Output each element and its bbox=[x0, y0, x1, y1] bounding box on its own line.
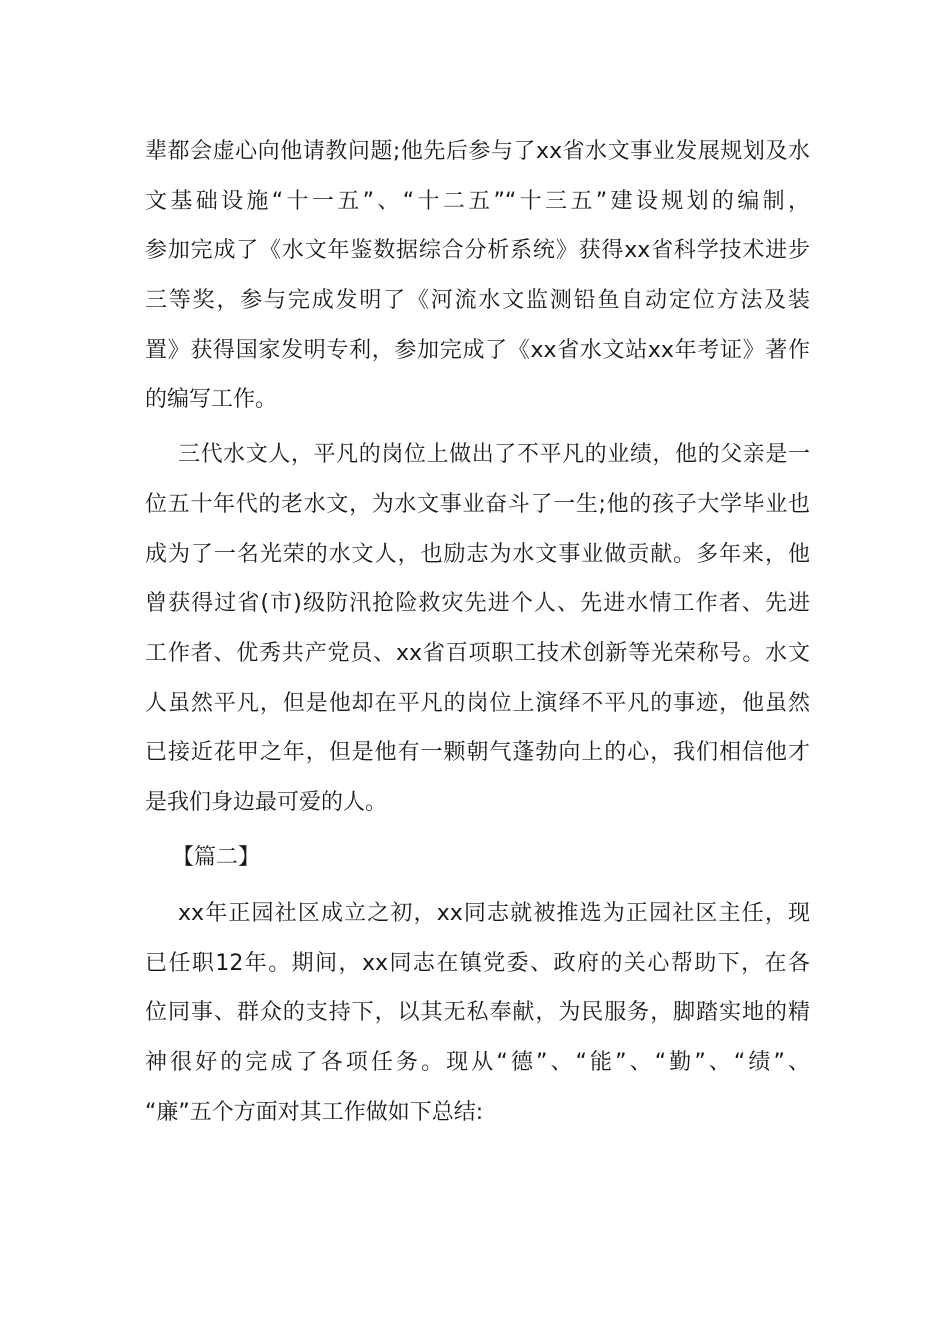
text-line: 三等奖，参与完成发明了《河流水文监测铅鱼自动定位方法及装 bbox=[145, 288, 810, 313]
text-line: 工作者、优秀共产党员、xx省百项职工技术创新等光荣称号。水文 bbox=[145, 641, 810, 666]
section-heading: 【篇二】 bbox=[172, 845, 261, 870]
text-line: 位同事、群众的支持下，以其无私奉献，为民服务，脚踏实地的精 bbox=[145, 1000, 810, 1025]
text-line: 已接近花甲之年，但是他有一颗朝气蓬勃向上的心，我们相信他才 bbox=[145, 740, 810, 765]
text-line: 参加完成了《水文年鉴数据综合分析系统》获得xx省科学技术进步 bbox=[145, 238, 810, 263]
text-line: 置》获得国家发明专利，参加完成了《xx省水文站xx年考证》著作 bbox=[145, 338, 810, 363]
text-line: 曾获得过省(市)级防汛抢险救灾先进个人、先进水情工作者、先进 bbox=[145, 591, 810, 616]
text-line: 的编写工作。 bbox=[145, 387, 278, 412]
text-line: “廉”五个方面对其工作做如下总结: bbox=[145, 1100, 484, 1125]
text-line: 已任职12年。期间，xx同志在镇党委、政府的关心帮助下，在各 bbox=[145, 951, 810, 976]
text-line: 文基础设施“十一五”、“十二五”“十三五”建设规划的编制， bbox=[145, 189, 810, 214]
text-line: 三代水文人，平凡的岗位上做出了不平凡的业绩，他的父亲是一 bbox=[178, 442, 810, 467]
text-line: 位五十年代的老水文，为水文事业奋斗了一生;他的孩子大学毕业也 bbox=[145, 492, 810, 517]
text-line: xx年正园社区成立之初，xx同志就被推选为正园社区主任，现 bbox=[178, 901, 810, 926]
text-line: 辈都会虚心向他请教问题;他先后参与了xx省水文事业发展规划及水 bbox=[145, 139, 810, 164]
text-line: 人虽然平凡，但是他却在平凡的岗位上演绎不平凡的事迹，他虽然 bbox=[145, 691, 810, 716]
text-line: 是我们身边最可爱的人。 bbox=[145, 790, 388, 815]
text-line: 成为了一名光荣的水文人，也励志为水文事业做贡献。多年来，他 bbox=[145, 542, 810, 567]
text-line: 神很好的完成了各项任务。现从“德”、“能”、“勤”、“绩”、 bbox=[145, 1050, 810, 1075]
